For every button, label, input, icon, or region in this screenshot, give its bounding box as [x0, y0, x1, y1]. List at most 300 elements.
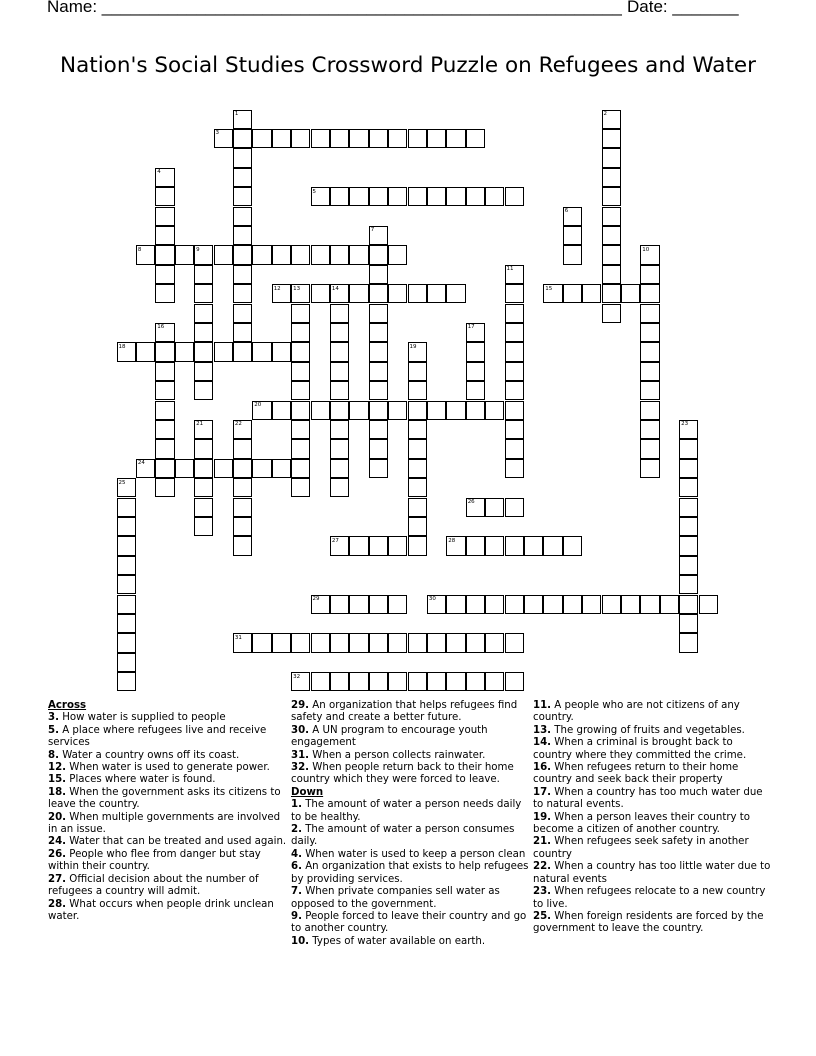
grid-cell[interactable] [446, 672, 465, 691]
across-clue [48, 774, 288, 786]
clue-number: 12. [48, 762, 67, 774]
grid-cell[interactable] [369, 187, 388, 206]
grid-cell[interactable] [117, 498, 136, 517]
grid-cell[interactable] [679, 595, 698, 614]
grid-cell[interactable] [233, 304, 252, 323]
grid-cell[interactable] [175, 245, 194, 264]
grid-cell[interactable] [679, 614, 698, 633]
grid-cell[interactable] [291, 304, 310, 323]
grid-cell[interactable] [349, 187, 368, 206]
grid-cell[interactable] [679, 459, 698, 478]
clue-text: Types of water available on earth. [309, 935, 486, 947]
clue-text: A UN program to encourage youth engagement [291, 724, 488, 749]
grid-cell[interactable] [155, 187, 174, 206]
grid-cell[interactable] [446, 129, 465, 148]
grid-cell[interactable] [155, 439, 174, 458]
grid-cell[interactable] [388, 595, 407, 614]
grid-cell[interactable] [175, 459, 194, 478]
grid-cell[interactable] [330, 129, 349, 148]
grid-cell[interactable] [349, 595, 368, 614]
grid-cell[interactable] [602, 245, 621, 264]
grid-cell[interactable] [563, 284, 582, 303]
grid-cell[interactable] [563, 536, 582, 555]
grid-cell[interactable] [640, 304, 659, 323]
grid-cell[interactable] [466, 672, 485, 691]
grid-cell[interactable] [640, 284, 659, 303]
grid-cell[interactable] [427, 633, 446, 652]
grid-cell[interactable] [408, 498, 427, 517]
grid-cell[interactable] [640, 595, 659, 614]
grid-cell[interactable] [291, 362, 310, 381]
grid-cell[interactable] [155, 265, 174, 284]
grid-cell[interactable] [330, 478, 349, 497]
grid-cell[interactable] [408, 420, 427, 439]
grid-cell[interactable] [485, 401, 504, 420]
grid-cell[interactable] [679, 439, 698, 458]
clue-number-label: 24 [137, 460, 145, 467]
grid-cell[interactable] [679, 633, 698, 652]
grid-cell[interactable] [272, 401, 291, 420]
grid-cell[interactable] [311, 401, 330, 420]
clue-number-label: 19 [409, 343, 417, 350]
grid-cell[interactable] [485, 536, 504, 555]
grid-cell[interactable] [330, 245, 349, 264]
clues-column-2 [291, 700, 531, 948]
clue-number-label: 7 [370, 227, 375, 234]
grid-cell[interactable] [330, 420, 349, 439]
across-clue [48, 787, 288, 812]
grid-cell[interactable] [330, 362, 349, 381]
grid-cell[interactable] [602, 284, 621, 303]
grid-cell[interactable] [640, 362, 659, 381]
clue-text: When a country has too much water due to natural events. [533, 786, 763, 811]
grid-cell[interactable] [602, 207, 621, 226]
grid-cell[interactable] [330, 401, 349, 420]
grid-cell[interactable] [233, 148, 252, 167]
grid-cell[interactable] [505, 381, 524, 400]
grid-cell[interactable] [466, 381, 485, 400]
grid-cell[interactable] [446, 595, 465, 614]
grid-cell[interactable] [349, 245, 368, 264]
grid-cell[interactable] [330, 595, 349, 614]
grid-cell[interactable] [194, 478, 213, 497]
grid-cell[interactable] [524, 595, 543, 614]
grid-cell[interactable] [602, 265, 621, 284]
grid-cell[interactable] [330, 439, 349, 458]
page-title: Nation's Social Studies Crossword Puzzle on Refugees and Water [60, 53, 756, 78]
grid-cell[interactable] [466, 536, 485, 555]
grid-cell[interactable] [272, 459, 291, 478]
grid-cell[interactable] [272, 245, 291, 264]
grid-cell[interactable] [485, 498, 504, 517]
grid-cell[interactable] [369, 401, 388, 420]
date-field-label: Date: _______ [627, 0, 739, 16]
grid-cell[interactable] [117, 595, 136, 614]
grid-cell[interactable] [427, 401, 446, 420]
grid-cell[interactable] [155, 362, 174, 381]
grid-cell[interactable] [369, 304, 388, 323]
grid-cell[interactable] [466, 633, 485, 652]
grid-cell[interactable] [291, 459, 310, 478]
grid-cell[interactable] [640, 381, 659, 400]
grid-cell[interactable] [233, 129, 252, 148]
grid-cell[interactable] [330, 323, 349, 342]
grid-cell[interactable] [621, 284, 640, 303]
grid-cell[interactable] [388, 284, 407, 303]
grid-cell[interactable] [602, 226, 621, 245]
grid-cell[interactable] [408, 517, 427, 536]
grid-cell[interactable] [640, 439, 659, 458]
grid-cell[interactable] [233, 284, 252, 303]
grid-cell[interactable] [563, 226, 582, 245]
grid-cell[interactable] [349, 536, 368, 555]
grid-cell[interactable] [117, 633, 136, 652]
grid-cell[interactable] [233, 517, 252, 536]
grid-cell[interactable] [194, 459, 213, 478]
grid-cell[interactable] [602, 148, 621, 167]
grid-cell[interactable] [602, 187, 621, 206]
grid-cell[interactable] [155, 342, 174, 361]
grid-cell[interactable] [408, 439, 427, 458]
grid-cell[interactable] [679, 517, 698, 536]
grid-cell[interactable] [466, 362, 485, 381]
grid-cell[interactable] [408, 478, 427, 497]
clue-number: 2. [291, 824, 302, 836]
clue-text: The growing of fruits and vegetables. [551, 724, 745, 736]
grid-cell[interactable] [408, 362, 427, 381]
grid-cell[interactable] [640, 323, 659, 342]
grid-cell[interactable] [388, 245, 407, 264]
grid-cell[interactable] [291, 401, 310, 420]
clue-number: 13. [533, 724, 552, 736]
grid-cell[interactable] [155, 284, 174, 303]
grid-cell[interactable] [582, 595, 601, 614]
grid-cell[interactable] [252, 633, 271, 652]
grid-cell[interactable] [388, 129, 407, 148]
grid-cell[interactable] [699, 595, 718, 614]
grid-cell[interactable] [291, 633, 310, 652]
clue-number-label: 23 [681, 421, 689, 428]
grid-cell[interactable] [349, 129, 368, 148]
clue-number-label: 9 [196, 246, 200, 253]
grid-cell[interactable] [214, 245, 233, 264]
grid-cell[interactable] [505, 633, 524, 652]
across-clue [291, 725, 531, 750]
clue-number: 7. [291, 886, 302, 898]
grid-cell[interactable] [369, 595, 388, 614]
grid-cell[interactable] [272, 633, 291, 652]
grid-cell[interactable] [388, 401, 407, 420]
grid-cell[interactable] [505, 420, 524, 439]
grid-cell[interactable] [408, 284, 427, 303]
grid-cell[interactable] [117, 556, 136, 575]
clue-text: When a criminal is brought back to country where they committed the crime. [533, 737, 747, 761]
grid-cell[interactable] [272, 129, 291, 148]
grid-cell[interactable] [233, 498, 252, 517]
grid-cell[interactable] [466, 595, 485, 614]
grid-cell[interactable] [621, 595, 640, 614]
grid-cell[interactable] [155, 245, 174, 264]
grid-cell[interactable] [369, 459, 388, 478]
grid-cell[interactable] [369, 245, 388, 264]
grid-cell[interactable] [252, 459, 271, 478]
grid-cell[interactable] [194, 517, 213, 536]
down-clue [533, 700, 773, 725]
grid-cell[interactable] [485, 633, 504, 652]
grid-cell[interactable] [369, 439, 388, 458]
grid-cell[interactable] [679, 478, 698, 497]
grid-cell[interactable] [369, 265, 388, 284]
grid-cell[interactable] [446, 284, 465, 303]
grid-cell[interactable] [349, 284, 368, 303]
grid-cell[interactable] [563, 245, 582, 264]
grid-cell[interactable] [427, 187, 446, 206]
clue-number: 9. [291, 910, 302, 922]
grid-cell[interactable] [155, 401, 174, 420]
clue-number-label: 5 [312, 188, 316, 195]
grid-cell[interactable] [679, 498, 698, 517]
grid-cell[interactable] [369, 323, 388, 342]
grid-cell[interactable] [136, 342, 155, 361]
grid-cell[interactable] [369, 362, 388, 381]
grid-cell[interactable] [311, 284, 330, 303]
grid-cell[interactable] [291, 129, 310, 148]
grid-cell[interactable] [485, 672, 504, 691]
grid-cell[interactable] [233, 245, 252, 264]
grid-cell[interactable] [233, 323, 252, 342]
grid-cell[interactable] [194, 439, 213, 458]
grid-cell[interactable] [330, 187, 349, 206]
clue-number-label: 20 [254, 402, 262, 408]
grid-cell[interactable] [679, 575, 698, 594]
grid-cell[interactable] [543, 536, 562, 555]
grid-cell[interactable] [640, 420, 659, 439]
grid-cell[interactable] [660, 595, 679, 614]
grid-cell[interactable] [233, 459, 252, 478]
grid-cell[interactable] [408, 633, 427, 652]
grid-cell[interactable] [194, 362, 213, 381]
grid-cell[interactable] [369, 342, 388, 361]
grid-cell[interactable] [640, 401, 659, 420]
grid-cell[interactable] [408, 459, 427, 478]
name-field-label: Name: _______________________________________________________ [47, 0, 622, 16]
grid-cell[interactable] [679, 536, 698, 555]
across-clue [48, 836, 288, 848]
grid-cell[interactable] [194, 304, 213, 323]
grid-cell[interactable] [311, 672, 330, 691]
grid-cell[interactable] [505, 187, 524, 206]
grid-cell[interactable] [485, 187, 504, 206]
grid-cell[interactable] [505, 536, 524, 555]
grid-cell[interactable] [505, 284, 524, 303]
grid-cell[interactable] [349, 401, 368, 420]
grid-cell[interactable] [505, 439, 524, 458]
grid-cell[interactable] [155, 420, 174, 439]
grid-cell[interactable] [291, 342, 310, 361]
grid-cell[interactable] [446, 187, 465, 206]
grid-cell[interactable] [505, 304, 524, 323]
grid-cell[interactable] [427, 129, 446, 148]
grid-cell[interactable] [582, 284, 601, 303]
down-clue [533, 762, 773, 787]
grid-cell[interactable] [408, 187, 427, 206]
clues-column-1 [48, 700, 288, 923]
grid-cell[interactable] [349, 633, 368, 652]
grid-cell[interactable] [291, 439, 310, 458]
grid-cell[interactable] [194, 498, 213, 517]
grid-cell[interactable] [408, 381, 427, 400]
grid-cell[interactable] [640, 265, 659, 284]
clue-number: 15. [48, 774, 67, 786]
grid-cell[interactable] [505, 323, 524, 342]
grid-cell[interactable] [388, 672, 407, 691]
grid-cell[interactable] [252, 245, 271, 264]
grid-cell[interactable] [388, 187, 407, 206]
clue-number-label: 17 [467, 324, 475, 331]
clue-text: People forced to leave their country and go to another country. [291, 910, 527, 935]
grid-cell[interactable] [602, 304, 621, 323]
grid-cell[interactable] [349, 672, 368, 691]
grid-cell[interactable] [446, 633, 465, 652]
grid-cell[interactable] [330, 381, 349, 400]
grid-cell[interactable] [155, 226, 174, 245]
grid-cell[interactable] [505, 342, 524, 361]
grid-cell[interactable] [505, 595, 524, 614]
down-clue [291, 861, 531, 886]
grid-cell[interactable] [505, 459, 524, 478]
grid-cell[interactable] [311, 633, 330, 652]
grid-cell[interactable] [155, 381, 174, 400]
grid-cell[interactable] [408, 672, 427, 691]
grid-cell[interactable] [117, 653, 136, 672]
grid-cell[interactable] [602, 168, 621, 187]
grid-cell[interactable] [408, 536, 427, 555]
grid-cell[interactable] [233, 168, 252, 187]
clue-text: When a person collects rainwater. [309, 749, 486, 761]
grid-cell[interactable] [252, 342, 271, 361]
grid-cell[interactable] [214, 459, 233, 478]
grid-cell[interactable] [311, 245, 330, 264]
grid-cell[interactable] [640, 342, 659, 361]
clue-number: 11. [533, 700, 552, 711]
across-clue [48, 725, 288, 750]
grid-cell[interactable] [427, 672, 446, 691]
grid-cell[interactable] [194, 265, 213, 284]
grid-cell[interactable] [291, 245, 310, 264]
grid-cell[interactable] [117, 614, 136, 633]
grid-cell[interactable] [233, 187, 252, 206]
grid-cell[interactable] [233, 265, 252, 284]
grid-cell[interactable] [466, 187, 485, 206]
down-clue [291, 824, 531, 849]
grid-cell[interactable] [233, 439, 252, 458]
grid-cell[interactable] [117, 517, 136, 536]
grid-cell[interactable] [330, 304, 349, 323]
grid-cell[interactable] [485, 595, 504, 614]
grid-cell[interactable] [291, 420, 310, 439]
grid-cell[interactable] [446, 401, 465, 420]
grid-cell[interactable] [388, 536, 407, 555]
grid-cell[interactable] [194, 284, 213, 303]
grid-cell[interactable] [369, 129, 388, 148]
grid-cell[interactable] [427, 284, 446, 303]
grid-cell[interactable] [252, 129, 271, 148]
grid-cell[interactable] [155, 478, 174, 497]
grid-cell[interactable] [175, 342, 194, 361]
grid-cell[interactable] [466, 342, 485, 361]
grid-cell[interactable] [117, 575, 136, 594]
grid-cell[interactable] [505, 362, 524, 381]
clue-text: Official decision about the number of refugees a country will admit. [48, 873, 259, 898]
grid-cell[interactable] [117, 536, 136, 555]
grid-cell[interactable] [369, 672, 388, 691]
clue-text: A people who are not citizens of any country. [533, 700, 740, 724]
down-clue [533, 911, 773, 936]
grid-cell[interactable] [194, 342, 213, 361]
grid-cell[interactable] [233, 536, 252, 555]
clue-text: The amount of water a person needs daily to be healthy. [291, 799, 522, 823]
grid-cell[interactable] [194, 323, 213, 342]
clue-number: 21. [533, 836, 552, 848]
grid-cell[interactable] [388, 633, 407, 652]
grid-cell[interactable] [602, 129, 621, 148]
grid-cell[interactable] [233, 342, 252, 361]
grid-cell[interactable] [330, 342, 349, 361]
grid-cell[interactable] [369, 284, 388, 303]
clue-text: What occurs when people drink unclean water. [48, 898, 274, 922]
clue-text: People who flee from danger but stay within their country. [48, 848, 261, 873]
grid-cell[interactable] [233, 478, 252, 497]
grid-cell[interactable] [272, 342, 291, 361]
grid-cell[interactable] [291, 381, 310, 400]
grid-cell[interactable] [330, 633, 349, 652]
grid-cell[interactable] [117, 672, 136, 691]
grid-cell[interactable] [155, 459, 174, 478]
grid-cell[interactable] [505, 498, 524, 517]
grid-cell[interactable] [291, 478, 310, 497]
grid-cell[interactable] [369, 381, 388, 400]
grid-cell[interactable] [369, 536, 388, 555]
grid-cell[interactable] [602, 595, 621, 614]
grid-cell[interactable] [543, 595, 562, 614]
grid-cell[interactable] [155, 207, 174, 226]
grid-cell[interactable] [214, 342, 233, 361]
grid-cell[interactable] [408, 401, 427, 420]
grid-cell[interactable] [233, 226, 252, 245]
grid-cell[interactable] [505, 672, 524, 691]
grid-cell[interactable] [330, 459, 349, 478]
grid-cell[interactable] [369, 633, 388, 652]
grid-cell[interactable] [679, 556, 698, 575]
grid-cell[interactable] [524, 536, 543, 555]
grid-cell[interactable] [466, 129, 485, 148]
across-clue [291, 700, 531, 725]
grid-cell[interactable] [330, 672, 349, 691]
grid-cell[interactable] [640, 459, 659, 478]
grid-cell[interactable] [466, 401, 485, 420]
grid-cell[interactable] [505, 401, 524, 420]
grid-cell[interactable] [233, 207, 252, 226]
clue-text: When the government asks its citizens to leave the country. [48, 786, 281, 811]
grid-cell[interactable] [369, 420, 388, 439]
grid-cell[interactable] [194, 381, 213, 400]
grid-cell[interactable] [563, 595, 582, 614]
grid-cell[interactable] [291, 323, 310, 342]
clue-number-label: 30 [428, 596, 436, 602]
clue-text: An organization that exists to help refugees by providing services. [291, 861, 529, 885]
grid-cell[interactable] [311, 129, 330, 148]
grid-cell[interactable] [408, 129, 427, 148]
